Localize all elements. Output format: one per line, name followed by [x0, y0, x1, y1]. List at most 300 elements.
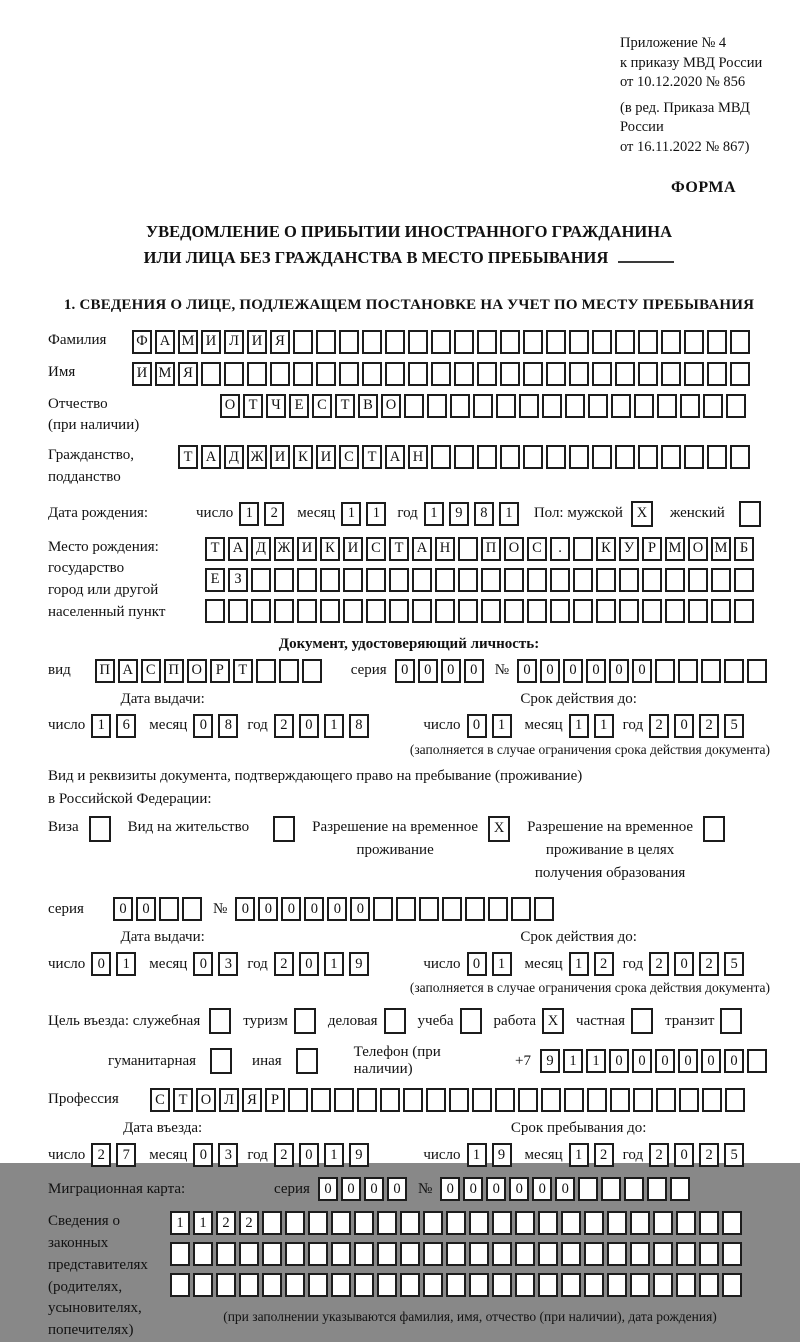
- char-cell[interactable]: 9: [540, 1049, 560, 1073]
- purpose-other-checkbox[interactable]: [296, 1048, 321, 1074]
- char-cell[interactable]: [201, 362, 221, 386]
- char-cell[interactable]: [400, 1211, 420, 1235]
- char-cell[interactable]: [492, 1211, 512, 1235]
- char-cell[interactable]: 8: [349, 714, 369, 738]
- char-cell[interactable]: 0: [327, 897, 347, 921]
- residence-expiry-day-input[interactable]: [467, 952, 517, 976]
- char-cell[interactable]: 1: [594, 714, 614, 738]
- char-cell[interactable]: [450, 394, 470, 418]
- char-cell[interactable]: [610, 1088, 630, 1112]
- char-cell[interactable]: [747, 659, 767, 683]
- sex-female-checkbox[interactable]: [739, 501, 764, 527]
- char-cell[interactable]: [665, 568, 685, 592]
- char-cell[interactable]: [446, 1242, 466, 1266]
- char-cell[interactable]: [262, 1211, 282, 1235]
- char-cell[interactable]: [296, 1048, 318, 1074]
- representatives-row2-input[interactable]: [170, 1242, 770, 1266]
- char-cell[interactable]: 2: [649, 714, 669, 738]
- char-cell[interactable]: М: [711, 537, 731, 561]
- char-cell[interactable]: [707, 362, 727, 386]
- char-cell[interactable]: [308, 1211, 328, 1235]
- char-cell[interactable]: [389, 568, 409, 592]
- residence-expiry-year-input[interactable]: [649, 952, 749, 976]
- char-cell[interactable]: [385, 330, 405, 354]
- char-cell[interactable]: 9: [492, 1143, 512, 1167]
- char-cell[interactable]: 2: [699, 1143, 719, 1167]
- birth-year-input[interactable]: [424, 502, 524, 526]
- char-cell[interactable]: [458, 568, 478, 592]
- char-cell[interactable]: [477, 330, 497, 354]
- char-cell[interactable]: [638, 445, 658, 469]
- char-cell[interactable]: [288, 1088, 308, 1112]
- char-cell[interactable]: И: [270, 445, 290, 469]
- char-cell[interactable]: [446, 1273, 466, 1297]
- char-cell[interactable]: [400, 1273, 420, 1297]
- char-cell[interactable]: 3: [218, 952, 238, 976]
- char-cell[interactable]: З: [228, 568, 248, 592]
- char-cell[interactable]: М: [178, 330, 198, 354]
- char-cell[interactable]: Т: [389, 537, 409, 561]
- char-cell[interactable]: [354, 1211, 374, 1235]
- purpose-official-checkbox[interactable]: [209, 1008, 234, 1034]
- char-cell[interactable]: [634, 394, 654, 418]
- char-cell[interactable]: 1: [569, 1143, 589, 1167]
- char-cell[interactable]: [419, 897, 439, 921]
- char-cell[interactable]: [488, 897, 508, 921]
- char-cell[interactable]: [293, 362, 313, 386]
- char-cell[interactable]: 1: [91, 714, 111, 738]
- residence-issue-day-input[interactable]: [91, 952, 141, 976]
- char-cell[interactable]: [734, 568, 754, 592]
- char-cell[interactable]: 0: [464, 659, 484, 683]
- char-cell[interactable]: [492, 1242, 512, 1266]
- char-cell[interactable]: У: [619, 537, 639, 561]
- char-cell[interactable]: [653, 1273, 673, 1297]
- char-cell[interactable]: [680, 394, 700, 418]
- char-cell[interactable]: 0: [299, 952, 319, 976]
- char-cell[interactable]: [458, 599, 478, 623]
- birth-day-input[interactable]: [239, 502, 289, 526]
- char-cell[interactable]: 0: [724, 1049, 744, 1073]
- char-cell[interactable]: [247, 362, 267, 386]
- char-cell[interactable]: [262, 1273, 282, 1297]
- char-cell[interactable]: [656, 1088, 676, 1112]
- char-cell[interactable]: М: [155, 362, 175, 386]
- doc-issue-day-input[interactable]: [91, 714, 141, 738]
- char-cell[interactable]: 1: [424, 502, 444, 526]
- char-cell[interactable]: Т: [178, 445, 198, 469]
- char-cell[interactable]: [377, 1211, 397, 1235]
- doc-expiry-month-input[interactable]: [569, 714, 619, 738]
- char-cell[interactable]: [584, 1273, 604, 1297]
- char-cell[interactable]: 2: [274, 952, 294, 976]
- char-cell[interactable]: О: [381, 394, 401, 418]
- char-cell[interactable]: [630, 1211, 650, 1235]
- char-cell[interactable]: Р: [642, 537, 662, 561]
- char-cell[interactable]: В: [358, 394, 378, 418]
- char-cell[interactable]: 0: [299, 1143, 319, 1167]
- char-cell[interactable]: [630, 1242, 650, 1266]
- char-cell[interactable]: [362, 362, 382, 386]
- char-cell[interactable]: [496, 394, 516, 418]
- representatives-row1-input[interactable]: [170, 1211, 770, 1235]
- visa-checkbox[interactable]: [89, 816, 114, 842]
- char-cell[interactable]: [331, 1211, 351, 1235]
- char-cell[interactable]: А: [118, 659, 138, 683]
- char-cell[interactable]: [703, 816, 725, 842]
- char-cell[interactable]: [523, 362, 543, 386]
- birth-place-row3-input[interactable]: [205, 599, 757, 623]
- char-cell[interactable]: [239, 1242, 259, 1266]
- char-cell[interactable]: 8: [218, 714, 238, 738]
- char-cell[interactable]: X: [542, 1008, 564, 1034]
- char-cell[interactable]: [320, 599, 340, 623]
- char-cell[interactable]: [569, 330, 589, 354]
- char-cell[interactable]: Я: [178, 362, 198, 386]
- char-cell[interactable]: [446, 1211, 466, 1235]
- char-cell[interactable]: [331, 1242, 351, 1266]
- char-cell[interactable]: [481, 568, 501, 592]
- char-cell[interactable]: 1: [324, 714, 344, 738]
- char-cell[interactable]: [205, 599, 225, 623]
- char-cell[interactable]: Я: [270, 330, 290, 354]
- char-cell[interactable]: 2: [594, 952, 614, 976]
- char-cell[interactable]: [584, 1242, 604, 1266]
- char-cell[interactable]: 0: [258, 897, 278, 921]
- doc-expiry-year-input[interactable]: [649, 714, 749, 738]
- char-cell[interactable]: [615, 362, 635, 386]
- char-cell[interactable]: [423, 1242, 443, 1266]
- char-cell[interactable]: [294, 1008, 316, 1034]
- char-cell[interactable]: 2: [274, 1143, 294, 1167]
- char-cell[interactable]: [711, 568, 731, 592]
- char-cell[interactable]: А: [155, 330, 175, 354]
- temp-residence-education-checkbox[interactable]: [703, 816, 728, 842]
- char-cell[interactable]: [216, 1242, 236, 1266]
- char-cell[interactable]: Н: [408, 445, 428, 469]
- stay-year-input[interactable]: [649, 1143, 749, 1167]
- char-cell[interactable]: 0: [440, 1177, 460, 1201]
- char-cell[interactable]: 2: [216, 1211, 236, 1235]
- doc-series-input[interactable]: [395, 659, 487, 683]
- char-cell[interactable]: 0: [113, 897, 133, 921]
- char-cell[interactable]: [615, 445, 635, 469]
- char-cell[interactable]: Т: [362, 445, 382, 469]
- char-cell[interactable]: [412, 599, 432, 623]
- char-cell[interactable]: [458, 537, 478, 561]
- char-cell[interactable]: .: [550, 537, 570, 561]
- char-cell[interactable]: 0: [632, 1049, 652, 1073]
- char-cell[interactable]: [546, 362, 566, 386]
- char-cell[interactable]: [354, 1273, 374, 1297]
- char-cell[interactable]: 0: [281, 897, 301, 921]
- char-cell[interactable]: [423, 1211, 443, 1235]
- char-cell[interactable]: [726, 394, 746, 418]
- char-cell[interactable]: [676, 1273, 696, 1297]
- char-cell[interactable]: 0: [674, 1143, 694, 1167]
- phone-input[interactable]: [540, 1049, 770, 1073]
- char-cell[interactable]: 2: [274, 714, 294, 738]
- char-cell[interactable]: [251, 599, 271, 623]
- char-cell[interactable]: [262, 1242, 282, 1266]
- char-cell[interactable]: 1: [467, 1143, 487, 1167]
- representatives-row3-input[interactable]: [170, 1273, 770, 1297]
- char-cell[interactable]: 1: [492, 952, 512, 976]
- char-cell[interactable]: [601, 1177, 621, 1201]
- char-cell[interactable]: 1: [239, 502, 259, 526]
- char-cell[interactable]: [366, 599, 386, 623]
- purpose-study-checkbox[interactable]: [460, 1008, 485, 1034]
- char-cell[interactable]: [647, 1177, 667, 1201]
- char-cell[interactable]: К: [596, 537, 616, 561]
- char-cell[interactable]: А: [412, 537, 432, 561]
- char-cell[interactable]: [538, 1242, 558, 1266]
- char-cell[interactable]: И: [132, 362, 152, 386]
- entry-day-input[interactable]: [91, 1143, 141, 1167]
- char-cell[interactable]: 0: [136, 897, 156, 921]
- char-cell[interactable]: С: [339, 445, 359, 469]
- char-cell[interactable]: [633, 1088, 653, 1112]
- char-cell[interactable]: [297, 568, 317, 592]
- char-cell[interactable]: И: [343, 537, 363, 561]
- char-cell[interactable]: С: [366, 537, 386, 561]
- char-cell[interactable]: [541, 1088, 561, 1112]
- char-cell[interactable]: [518, 1088, 538, 1112]
- residence-issue-year-input[interactable]: [274, 952, 374, 976]
- char-cell[interactable]: Р: [265, 1088, 285, 1112]
- char-cell[interactable]: [412, 568, 432, 592]
- char-cell[interactable]: 1: [366, 502, 386, 526]
- residence-expiry-month-input[interactable]: [569, 952, 619, 976]
- char-cell[interactable]: 1: [492, 714, 512, 738]
- char-cell[interactable]: Л: [224, 330, 244, 354]
- char-cell[interactable]: [642, 599, 662, 623]
- char-cell[interactable]: [285, 1273, 305, 1297]
- char-cell[interactable]: 0: [532, 1177, 552, 1201]
- char-cell[interactable]: 1: [569, 952, 589, 976]
- char-cell[interactable]: [442, 897, 462, 921]
- char-cell[interactable]: [611, 394, 631, 418]
- char-cell[interactable]: С: [150, 1088, 170, 1112]
- char-cell[interactable]: Т: [205, 537, 225, 561]
- char-cell[interactable]: О: [196, 1088, 216, 1112]
- char-cell[interactable]: Т: [233, 659, 253, 683]
- char-cell[interactable]: [515, 1211, 535, 1235]
- char-cell[interactable]: [569, 445, 589, 469]
- char-cell[interactable]: [527, 568, 547, 592]
- char-cell[interactable]: 0: [632, 659, 652, 683]
- char-cell[interactable]: [538, 1211, 558, 1235]
- char-cell[interactable]: 1: [569, 714, 589, 738]
- char-cell[interactable]: 0: [609, 1049, 629, 1073]
- char-cell[interactable]: [473, 394, 493, 418]
- char-cell[interactable]: [339, 330, 359, 354]
- char-cell[interactable]: [607, 1211, 627, 1235]
- purpose-work-checkbox[interactable]: [542, 1008, 567, 1034]
- char-cell[interactable]: С: [312, 394, 332, 418]
- char-cell[interactable]: [707, 330, 727, 354]
- char-cell[interactable]: 0: [467, 952, 487, 976]
- char-cell[interactable]: 7: [116, 1143, 136, 1167]
- char-cell[interactable]: [408, 362, 428, 386]
- char-cell[interactable]: [665, 599, 685, 623]
- doc-issue-month-input[interactable]: [193, 714, 243, 738]
- char-cell[interactable]: Ж: [247, 445, 267, 469]
- char-cell[interactable]: 0: [193, 1143, 213, 1167]
- char-cell[interactable]: 9: [349, 1143, 369, 1167]
- char-cell[interactable]: Т: [243, 394, 263, 418]
- char-cell[interactable]: [730, 362, 750, 386]
- char-cell[interactable]: [707, 445, 727, 469]
- char-cell[interactable]: [423, 1273, 443, 1297]
- purpose-business-checkbox[interactable]: [384, 1008, 409, 1034]
- char-cell[interactable]: 0: [517, 659, 537, 683]
- char-cell[interactable]: [504, 599, 524, 623]
- char-cell[interactable]: О: [504, 537, 524, 561]
- char-cell[interactable]: [538, 1273, 558, 1297]
- char-cell[interactable]: [670, 1177, 690, 1201]
- char-cell[interactable]: Д: [224, 445, 244, 469]
- char-cell[interactable]: [454, 445, 474, 469]
- char-cell[interactable]: [366, 568, 386, 592]
- char-cell[interactable]: [373, 897, 393, 921]
- char-cell[interactable]: 0: [299, 714, 319, 738]
- char-cell[interactable]: [469, 1273, 489, 1297]
- char-cell[interactable]: [343, 568, 363, 592]
- char-cell[interactable]: [678, 659, 698, 683]
- char-cell[interactable]: [209, 1008, 231, 1034]
- char-cell[interactable]: [688, 568, 708, 592]
- doc-issue-year-input[interactable]: [274, 714, 374, 738]
- char-cell[interactable]: [343, 599, 363, 623]
- char-cell[interactable]: 0: [364, 1177, 384, 1201]
- char-cell[interactable]: [481, 599, 501, 623]
- char-cell[interactable]: [684, 330, 704, 354]
- char-cell[interactable]: [523, 330, 543, 354]
- char-cell[interactable]: [515, 1273, 535, 1297]
- temp-residence-checkbox[interactable]: [488, 816, 513, 842]
- char-cell[interactable]: А: [201, 445, 221, 469]
- char-cell[interactable]: [655, 659, 675, 683]
- char-cell[interactable]: [377, 1242, 397, 1266]
- char-cell[interactable]: [396, 897, 416, 921]
- char-cell[interactable]: 0: [609, 659, 629, 683]
- char-cell[interactable]: [431, 330, 451, 354]
- char-cell[interactable]: П: [164, 659, 184, 683]
- char-cell[interactable]: Н: [435, 537, 455, 561]
- char-cell[interactable]: [308, 1273, 328, 1297]
- char-cell[interactable]: [573, 599, 593, 623]
- char-cell[interactable]: 9: [349, 952, 369, 976]
- doc-expiry-day-input[interactable]: [467, 714, 517, 738]
- char-cell[interactable]: [519, 394, 539, 418]
- char-cell[interactable]: [573, 537, 593, 561]
- char-cell[interactable]: 5: [724, 714, 744, 738]
- char-cell[interactable]: 6: [116, 714, 136, 738]
- char-cell[interactable]: [720, 1008, 742, 1034]
- char-cell[interactable]: [210, 1048, 232, 1074]
- entry-month-input[interactable]: [193, 1143, 243, 1167]
- char-cell[interactable]: 0: [655, 1049, 675, 1073]
- char-cell[interactable]: [308, 1242, 328, 1266]
- char-cell[interactable]: [564, 1088, 584, 1112]
- char-cell[interactable]: [472, 1088, 492, 1112]
- char-cell[interactable]: Я: [242, 1088, 262, 1112]
- char-cell[interactable]: 2: [239, 1211, 259, 1235]
- char-cell[interactable]: 2: [699, 952, 719, 976]
- char-cell[interactable]: [469, 1211, 489, 1235]
- char-cell[interactable]: [561, 1211, 581, 1235]
- char-cell[interactable]: К: [320, 537, 340, 561]
- sex-male-checkbox[interactable]: [631, 501, 656, 527]
- char-cell[interactable]: Т: [335, 394, 355, 418]
- char-cell[interactable]: [546, 330, 566, 354]
- residence-issue-month-input[interactable]: [193, 952, 243, 976]
- char-cell[interactable]: [523, 445, 543, 469]
- char-cell[interactable]: [578, 1177, 598, 1201]
- char-cell[interactable]: [592, 362, 612, 386]
- char-cell[interactable]: [592, 445, 612, 469]
- char-cell[interactable]: [747, 1049, 767, 1073]
- char-cell[interactable]: К: [293, 445, 313, 469]
- char-cell[interactable]: 0: [563, 659, 583, 683]
- char-cell[interactable]: 2: [91, 1143, 111, 1167]
- char-cell[interactable]: [676, 1242, 696, 1266]
- profession-input[interactable]: [150, 1088, 748, 1112]
- char-cell[interactable]: [427, 394, 447, 418]
- char-cell[interactable]: Д: [251, 537, 271, 561]
- char-cell[interactable]: [193, 1242, 213, 1266]
- char-cell[interactable]: [684, 362, 704, 386]
- char-cell[interactable]: [431, 445, 451, 469]
- char-cell[interactable]: 1: [193, 1211, 213, 1235]
- char-cell[interactable]: И: [247, 330, 267, 354]
- char-cell[interactable]: [274, 568, 294, 592]
- char-cell[interactable]: 5: [724, 952, 744, 976]
- char-cell[interactable]: [711, 599, 731, 623]
- char-cell[interactable]: [273, 816, 295, 842]
- char-cell[interactable]: [573, 568, 593, 592]
- char-cell[interactable]: [170, 1273, 190, 1297]
- char-cell[interactable]: 1: [170, 1211, 190, 1235]
- char-cell[interactable]: 0: [467, 714, 487, 738]
- char-cell[interactable]: [527, 599, 547, 623]
- char-cell[interactable]: [699, 1211, 719, 1235]
- citizenship-input[interactable]: [178, 445, 753, 469]
- char-cell[interactable]: [630, 1273, 650, 1297]
- char-cell[interactable]: П: [95, 659, 115, 683]
- char-cell[interactable]: [385, 362, 405, 386]
- char-cell[interactable]: 0: [350, 897, 370, 921]
- char-cell[interactable]: М: [665, 537, 685, 561]
- purpose-humanitarian-checkbox[interactable]: [210, 1048, 235, 1074]
- char-cell[interactable]: [170, 1242, 190, 1266]
- char-cell[interactable]: 0: [395, 659, 415, 683]
- char-cell[interactable]: [362, 330, 382, 354]
- char-cell[interactable]: [224, 362, 244, 386]
- char-cell[interactable]: [638, 362, 658, 386]
- char-cell[interactable]: А: [228, 537, 248, 561]
- char-cell[interactable]: [454, 362, 474, 386]
- char-cell[interactable]: И: [297, 537, 317, 561]
- char-cell[interactable]: [688, 599, 708, 623]
- purpose-tourism-checkbox[interactable]: [294, 1008, 319, 1034]
- char-cell[interactable]: [661, 445, 681, 469]
- char-cell[interactable]: [316, 330, 336, 354]
- purpose-transit-checkbox[interactable]: [720, 1008, 745, 1034]
- char-cell[interactable]: [722, 1211, 742, 1235]
- char-cell[interactable]: И: [316, 445, 336, 469]
